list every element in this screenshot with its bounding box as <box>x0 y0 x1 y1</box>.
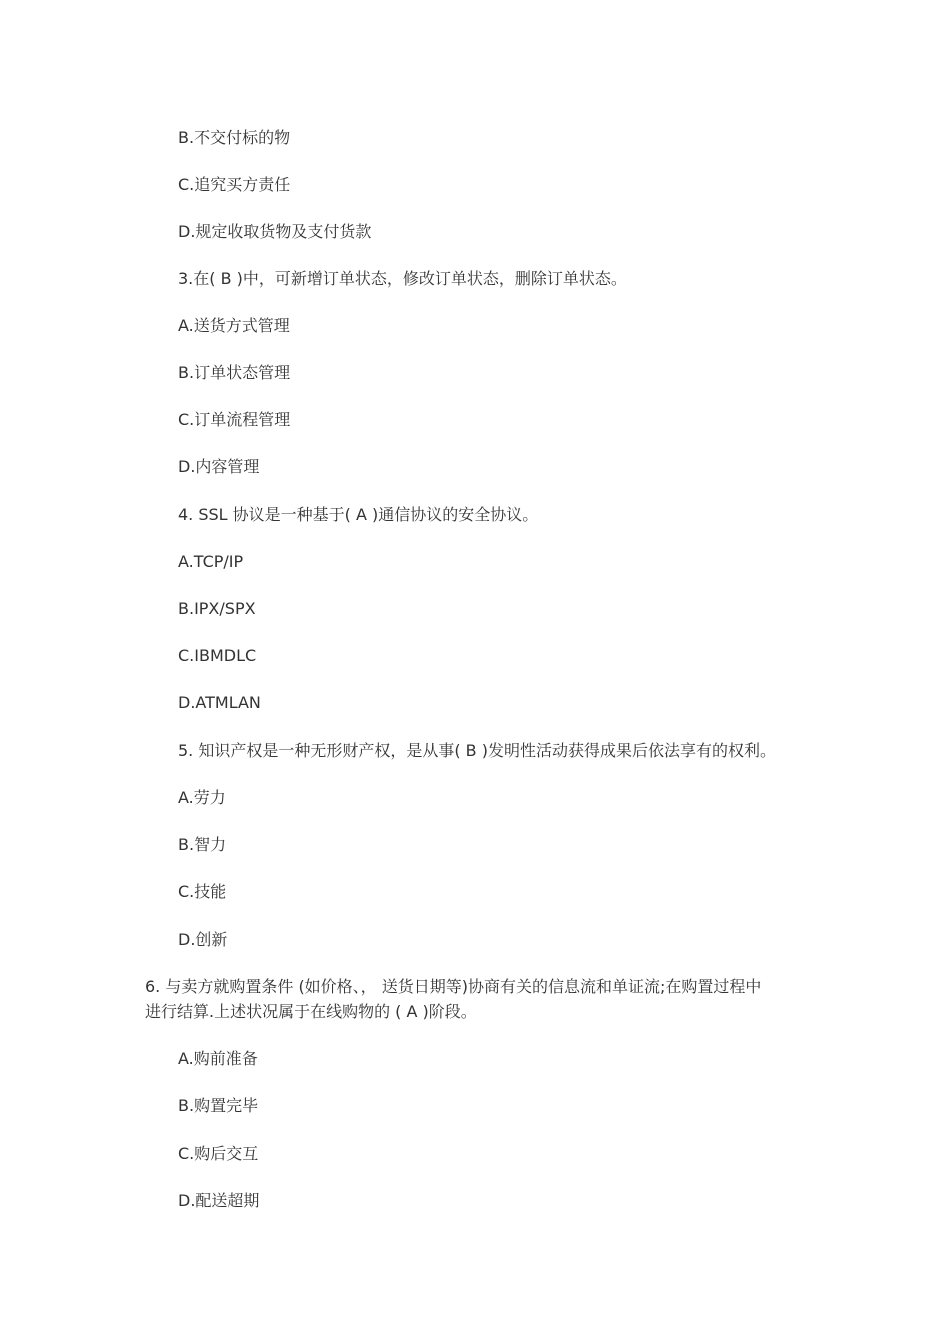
option-line: B.IPX/SPX <box>178 599 256 618</box>
option-line: A.TCP/IP <box>178 552 244 571</box>
option-line: D.内容管理 <box>178 457 260 476</box>
option-line: D.配送超期 <box>178 1191 260 1210</box>
question-6-text-line-1: 6. 与卖方就购置条件 (如价格、， 送货日期等)协商有关的信息流和单证流;在购置过程中 <box>145 977 762 996</box>
option-line: B.订单状态管理 <box>178 363 291 382</box>
option-line: A.购前准备 <box>178 1049 258 1068</box>
option-line: C.追究买方责任 <box>178 175 291 194</box>
option-line: B.不交付标的物 <box>178 128 291 147</box>
option-line: C.技能 <box>178 882 227 901</box>
option-line: D.ATMLAN <box>178 693 261 712</box>
option-line: A.劳力 <box>178 788 226 807</box>
question-6-text-line-2: 进行结算.上述状况属于在线购物的 ( A )阶段。 <box>145 1002 477 1021</box>
option-line: D.规定收取货物及支付货款 <box>178 222 372 241</box>
option-line: C.购后交互 <box>178 1144 259 1163</box>
option-line: C.IBMDLC <box>178 646 257 665</box>
option-line: C.订单流程管理 <box>178 410 291 429</box>
option-line: A.送货方式管理 <box>178 316 290 335</box>
question-4-text: 4. SSL 协议是一种基于( A )通信协议的安全协议。 <box>178 505 539 524</box>
option-line: B.智力 <box>178 835 227 854</box>
option-line: D.创新 <box>178 930 228 949</box>
question-3-text: 3.在( B )中，可新增订单状态，修改订单状态，删除订单状态。 <box>178 269 627 288</box>
question-5-text: 5. 知识产权是一种无形财产权，是从事( B )发明性活动获得成果后依法享有的权利。 <box>178 741 776 760</box>
option-line: B.购置完毕 <box>178 1096 259 1115</box>
